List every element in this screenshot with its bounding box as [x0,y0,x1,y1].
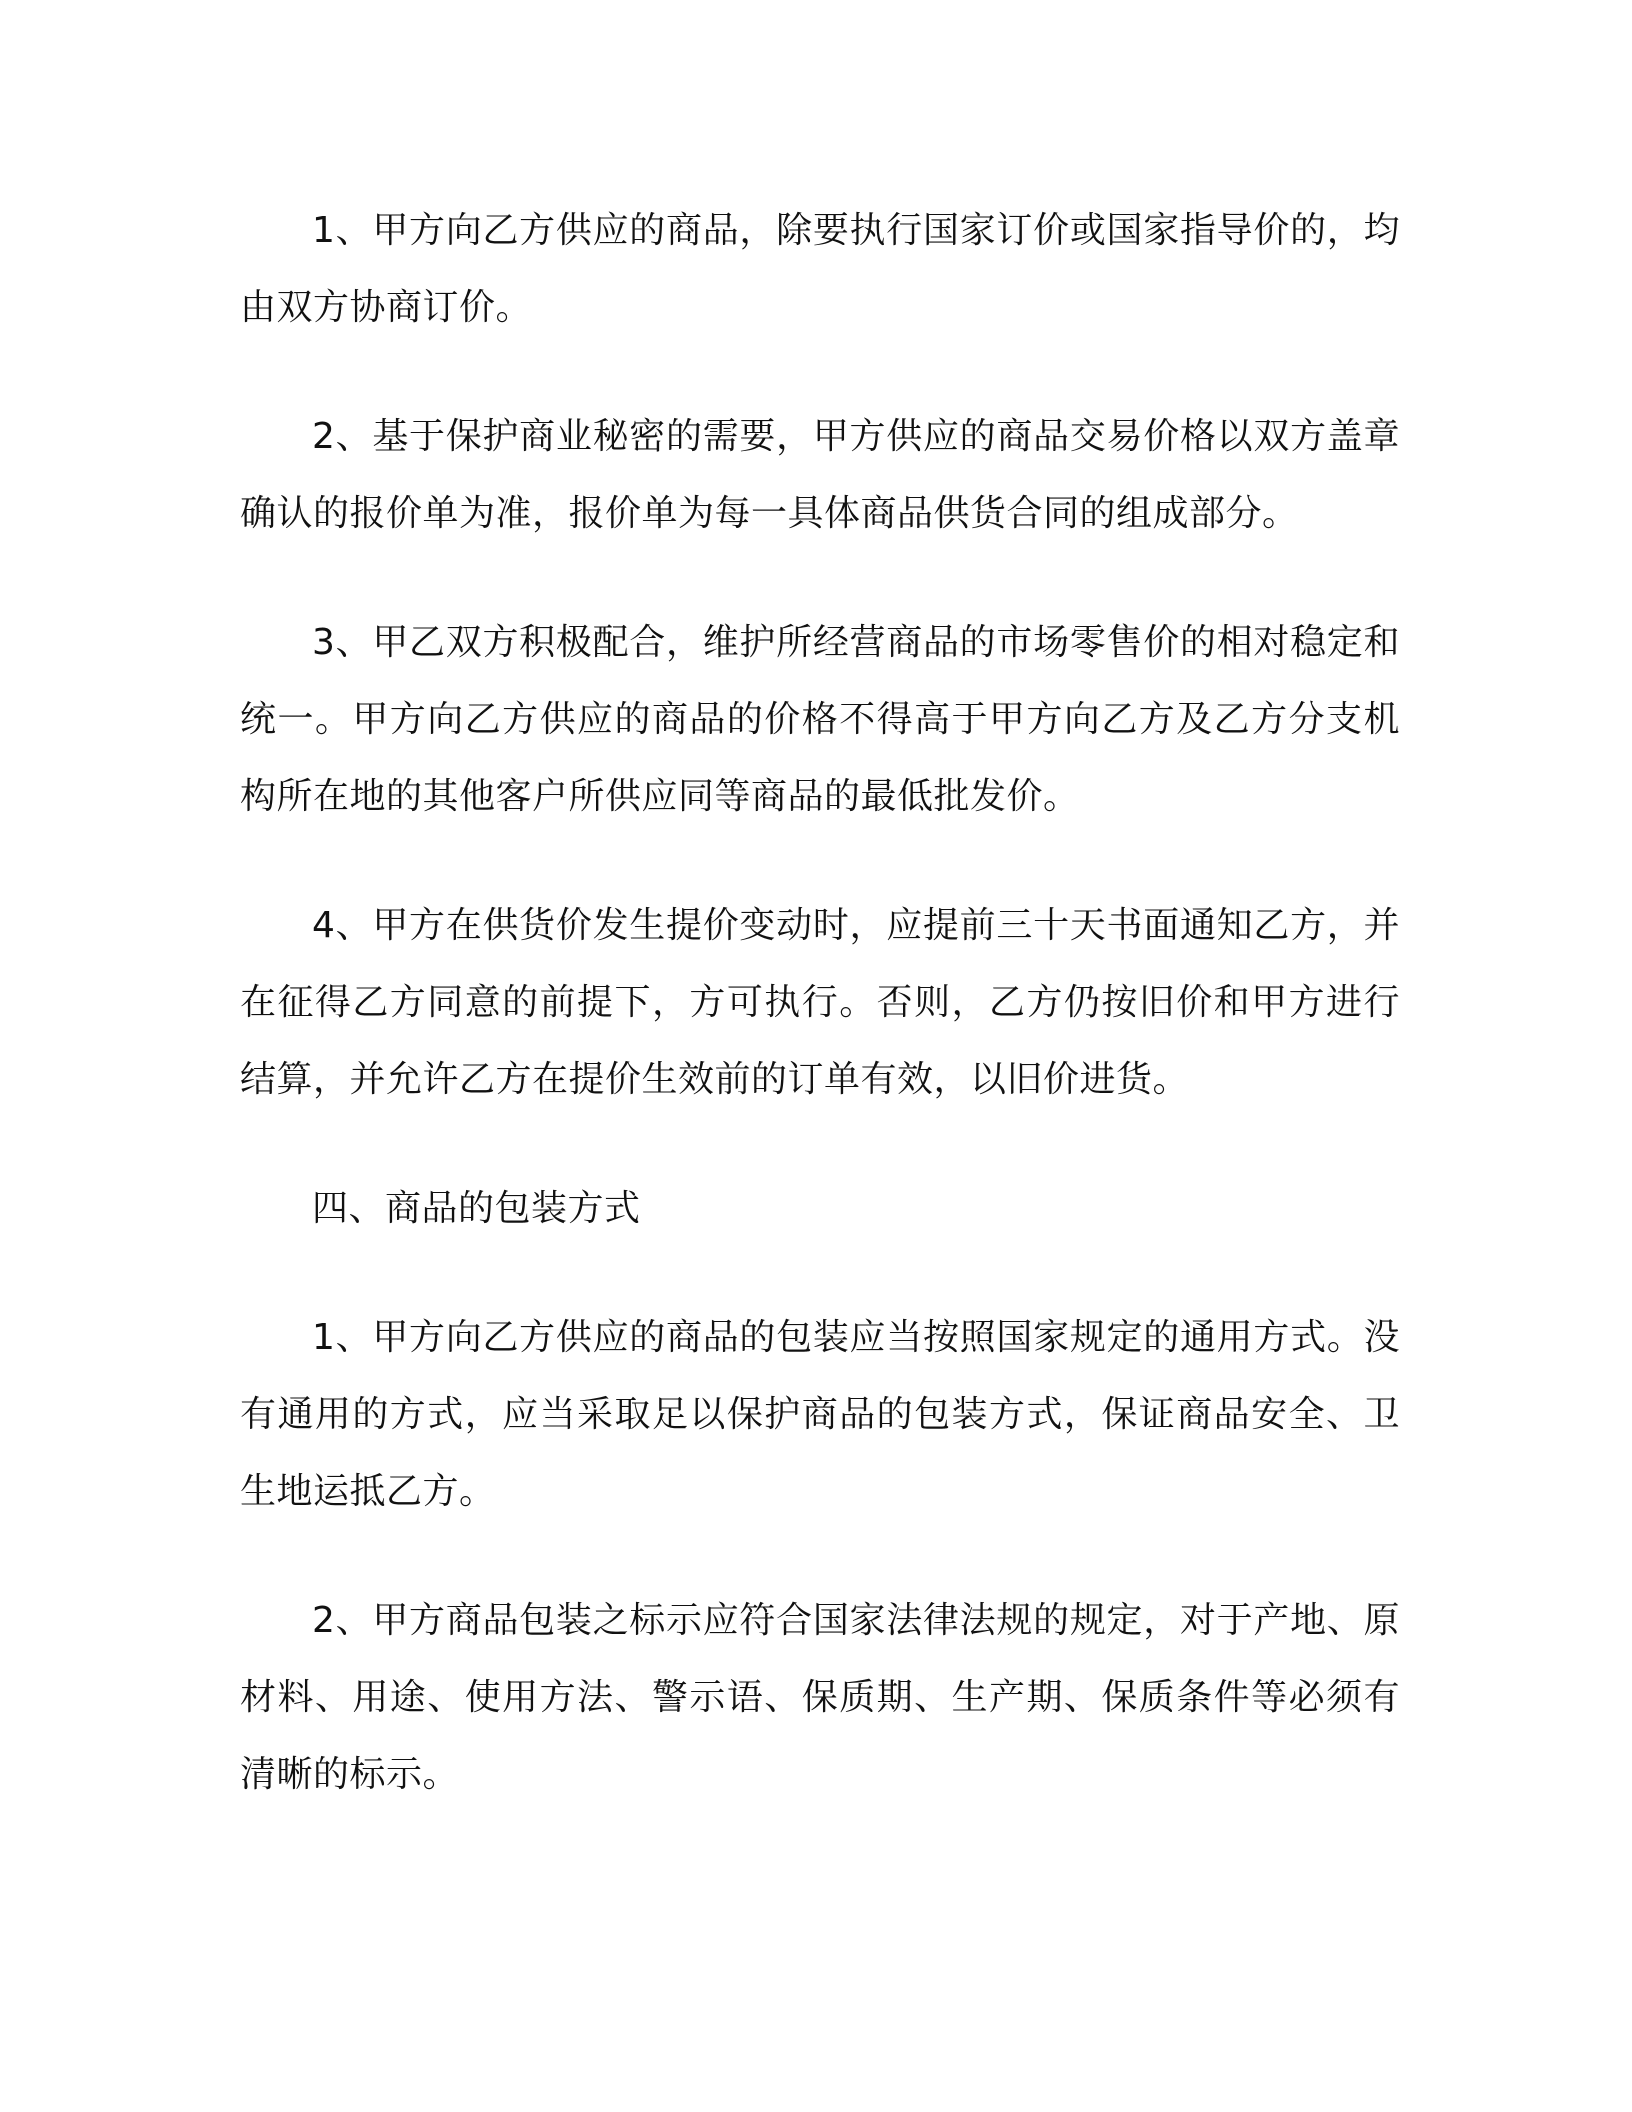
section-heading-packaging: 四、商品的包装方式 [312,1188,641,1229]
paragraph-packaging-2: 2、甲方商品包装之标示应符合国家法律法规的规定，对于产地、原材料、用途、使用方法、警示语、保质期、生产期、保质条件等必须有清晰的标示。 [240,1600,1400,1795]
document-body [240,192,1400,1865]
paragraph-pricing-4: 4、甲方在供货价发生提价变动时，应提前三十天书面通知乙方，并在征得乙方同意的前提下，方可执行。否则，乙方仍按旧价和甲方进行结算，并允许乙方在提价生效前的订单有效，以旧价进货。 [240,905,1400,1100]
paragraph-pricing-3: 3、甲乙双方积极配合，维护所经营商品的市场零售价的相对稳定和统一。甲方向乙方供应的商品的价格不得高于甲方向乙方及乙方分支机构所在地的其他客户所供应同等商品的最低批发价。 [240,622,1400,817]
paragraph-pricing-2: 2、基于保护商业秘密的需要，甲方供应的商品交易价格以双方盖章确认的报价单为准，报价单为每一具体商品供货合同的组成部分。 [240,416,1400,534]
paragraph-pricing-1: 1、甲方向乙方供应的商品，除要执行国家订价或国家指导价的，均由双方协商订价。 [240,210,1400,328]
paragraph-packaging-1: 1、甲方向乙方供应的商品的包装应当按照国家规定的通用方式。没有通用的方式，应当采取足以保护商品的包装方式，保证商品安全、卫生地运抵乙方。 [240,1317,1400,1512]
